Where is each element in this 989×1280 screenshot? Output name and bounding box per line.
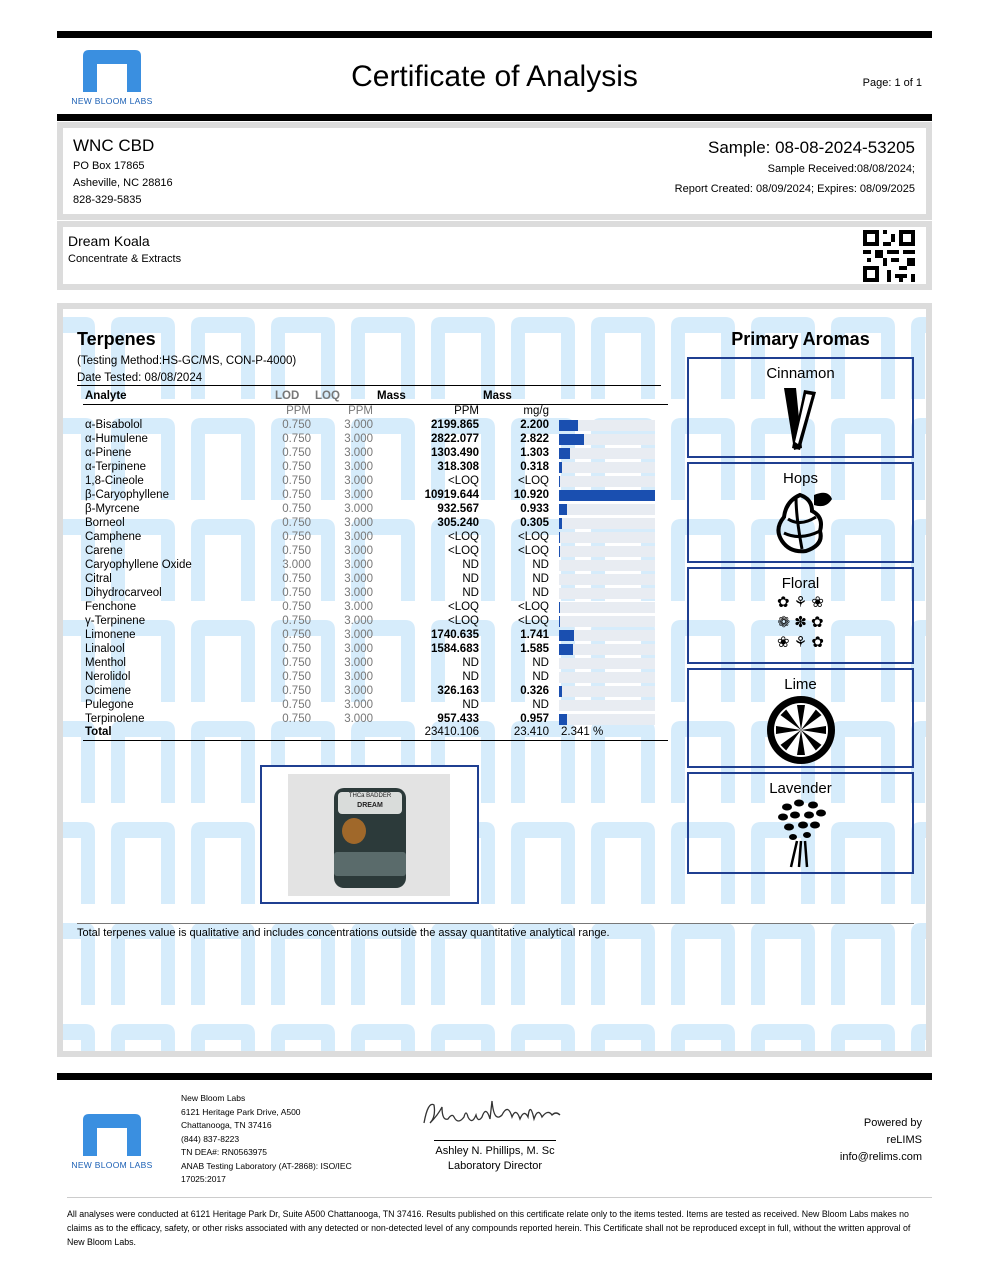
- bar-fill: [559, 616, 560, 627]
- loq-value: 3.000: [344, 474, 373, 487]
- jar-band: [334, 852, 406, 876]
- loq-value: 3.000: [344, 530, 373, 543]
- mass-mgg-value: <LOQ: [517, 600, 549, 613]
- lod-value: 0.750: [282, 586, 311, 599]
- analyte-name: Caryophyllene Oxide: [85, 558, 192, 571]
- powered-line2: reLIMS: [886, 1134, 922, 1146]
- qr-code-icon[interactable]: [863, 230, 915, 282]
- loq-value: 3.000: [344, 558, 373, 571]
- sample-id: Sample: 08-08-2024-53205: [708, 138, 915, 157]
- loq-value: 3.000: [344, 544, 373, 557]
- lod-value: 0.750: [282, 432, 311, 445]
- client-name: WNC CBD: [73, 136, 155, 155]
- logo-text: NEW BLOOM LABS: [71, 1160, 153, 1170]
- mass-mgg-value: 1.585: [520, 642, 549, 655]
- table-row: [83, 572, 668, 586]
- loq-value: 3.000: [344, 586, 373, 599]
- mass-mgg-value: 2.822: [520, 432, 549, 445]
- bar-track: [559, 714, 655, 725]
- concentration-bar: [551, 544, 668, 558]
- total-label: Total: [85, 726, 112, 739]
- concentration-bar: [551, 614, 668, 628]
- footer-rule: [57, 1073, 932, 1080]
- mass-mgg-value: ND: [532, 670, 549, 683]
- table-header-row: [83, 389, 668, 404]
- mass-ppm-value: 326.163: [437, 684, 479, 697]
- mass-ppm-value: <LOQ: [447, 614, 479, 627]
- concentration-bar: [551, 712, 668, 726]
- mass-ppm-value: 305.240: [437, 516, 479, 529]
- table-row: [83, 698, 668, 712]
- concentration-bar: [551, 670, 668, 684]
- bar-track: [559, 616, 655, 627]
- bar-track: [559, 546, 655, 557]
- lod-value: 0.750: [282, 684, 311, 697]
- bar-fill: [559, 504, 567, 515]
- cinnamon-icon: [766, 384, 836, 454]
- loq-value: 3.000: [344, 460, 373, 473]
- bar-track: [559, 462, 655, 473]
- analyte-name: Limonene: [85, 628, 136, 641]
- mass-mgg-value: <LOQ: [517, 530, 549, 543]
- total-row: [83, 726, 668, 740]
- bar-fill: [559, 532, 560, 543]
- table-row: [83, 656, 668, 670]
- concentration-bar: [551, 530, 668, 544]
- analyte-name: Dihydrocarveol: [85, 586, 162, 599]
- analyte-name: Camphene: [85, 530, 142, 543]
- lime-icon: [764, 693, 838, 767]
- table-row: [83, 502, 668, 516]
- powered-by: [840, 1115, 922, 1166]
- mass-mgg-value: 0.933: [520, 502, 549, 515]
- analyte-name: β-Caryophyllene: [85, 488, 169, 501]
- analyte-name: β-Myrcene: [85, 502, 140, 515]
- mass-ppm-value: ND: [462, 572, 479, 585]
- concentration-bar: [551, 460, 668, 474]
- mass-mgg-value: 2.200: [520, 418, 549, 431]
- lab-name: New Bloom Labs: [181, 1093, 246, 1103]
- lab-contact: [181, 1092, 352, 1187]
- mass-mgg-value: 0.305: [520, 516, 549, 529]
- sample-received: Sample Received:08/08/2024;: [767, 163, 915, 175]
- bar-track: [559, 532, 655, 543]
- logo-mark-icon: [79, 1112, 145, 1158]
- bar-track: [559, 630, 655, 641]
- lod-value: 0.750: [282, 572, 311, 585]
- mass-mgg-value: ND: [532, 558, 549, 571]
- mass-mgg-value: 0.957: [520, 712, 549, 725]
- bar-track: [559, 448, 655, 459]
- mass-mgg-value: <LOQ: [517, 614, 549, 627]
- table-row: [83, 544, 668, 558]
- loq-value: 3.000: [344, 446, 373, 459]
- signature-image: [420, 1095, 570, 1135]
- table-row: [83, 488, 668, 502]
- bar-track: [559, 574, 655, 585]
- mass-mgg-value: 1.741: [520, 628, 549, 641]
- table-row: [83, 432, 668, 446]
- bar-fill: [559, 630, 574, 641]
- terpenes-section: [57, 303, 932, 1057]
- lod-value: 0.750: [282, 544, 311, 557]
- loq-value: 3.000: [344, 656, 373, 669]
- mass-ppm-value: 957.433: [437, 712, 479, 725]
- signer-title: Laboratory Director: [447, 1160, 543, 1172]
- total-ppm: 23410.106: [424, 726, 479, 739]
- table-row: [83, 642, 668, 656]
- concentrate-blob: [342, 818, 366, 844]
- bar-fill: [559, 518, 562, 529]
- concentration-bar: [551, 572, 668, 586]
- lod-value: 3.000: [282, 558, 311, 571]
- bar-fill: [559, 420, 578, 431]
- bar-fill: [559, 644, 573, 655]
- lab-address2: Chattanooga, TN 37416: [181, 1120, 272, 1130]
- bar-track: [559, 518, 655, 529]
- product-name: Dream Koala: [68, 233, 150, 249]
- concentration-bar: [551, 586, 668, 600]
- client-address2: Asheville, NC 28816: [73, 177, 173, 189]
- bar-track: [559, 602, 655, 613]
- analyte-name: Pulegone: [85, 698, 134, 711]
- mass-mgg-value: 10.920: [513, 488, 549, 501]
- analyte-name: Carene: [85, 544, 123, 557]
- analyte-name: Citral: [85, 572, 112, 585]
- unit-mgg: mg/g: [523, 404, 549, 417]
- table-row: [83, 474, 668, 488]
- mass-ppm-value: ND: [462, 558, 479, 571]
- total-mgg: 23.410: [513, 726, 549, 739]
- bar-track: [559, 686, 655, 697]
- document-title: Certificate of Analysis: [351, 60, 638, 93]
- table-row: [83, 600, 668, 614]
- terpenes-table-body: [83, 418, 668, 726]
- client-info-box: [57, 122, 932, 220]
- powered-email[interactable]: info@relims.com: [839, 1151, 922, 1163]
- lab-dea: TN DEA#: RN0563975: [181, 1147, 267, 1157]
- col-lod: LOD: [275, 389, 300, 402]
- mass-ppm-value: <LOQ: [447, 600, 479, 613]
- concentration-bar: [551, 432, 668, 446]
- unit-loq: PPM: [348, 404, 373, 417]
- disclaimer: All analyses were conducted at 6121 Heritage Park Dr, Suite A500 Chattanooga, TN 37416. Results published on this certificate relate only to the items tested. Items are tested as received. New Bloom Labs makes no claims as to the efficacy, safety, or other risks associated with any detected or non-detected level of any compounds reported herein. This Certificate shall not be reproduced except in full, without the written approval of New Bloom Labs.: [67, 1209, 911, 1247]
- concentration-bar: [551, 446, 668, 460]
- mass-ppm-value: 2199.865: [431, 418, 479, 431]
- terpenes-note: Total terpenes value is qualitative and includes concentrations outside the assay quantitative analytical range.: [77, 923, 914, 939]
- mass-ppm-value: 1303.490: [431, 446, 479, 459]
- table-row: [83, 614, 668, 628]
- mass-ppm-value: ND: [462, 656, 479, 669]
- lod-value: 0.750: [282, 502, 311, 515]
- bar-fill: [559, 602, 560, 613]
- bar-fill: [559, 448, 570, 459]
- loq-value: 3.000: [344, 642, 373, 655]
- col-loq: LOQ: [315, 389, 340, 402]
- mass-mgg-value: ND: [532, 586, 549, 599]
- terpenes-table: [83, 389, 668, 741]
- bar-track: [559, 420, 655, 431]
- loq-value: 3.000: [344, 684, 373, 697]
- table-row: [83, 460, 668, 474]
- loq-value: 3.000: [344, 516, 373, 529]
- concentration-bar: [551, 474, 668, 488]
- lod-value: 0.750: [282, 446, 311, 459]
- bar-track: [559, 476, 655, 487]
- analyte-name: α-Humulene: [85, 432, 148, 445]
- mass-ppm-value: ND: [462, 586, 479, 599]
- page-number: Page: 1 of 1: [862, 77, 922, 89]
- col-analyte: Analyte: [85, 389, 127, 402]
- table-row: [83, 670, 668, 684]
- lod-value: 0.750: [282, 600, 311, 613]
- lod-value: 0.750: [282, 614, 311, 627]
- analyte-name: Nerolidol: [85, 670, 131, 683]
- jar-label: [338, 792, 402, 814]
- col-mass-ppm: Mass: [377, 389, 406, 402]
- mass-ppm-value: 932.567: [437, 502, 479, 515]
- lod-value: 0.750: [282, 670, 311, 683]
- analyte-name: γ-Terpinene: [85, 614, 146, 627]
- unit-lod: PPM: [286, 404, 311, 417]
- mass-mgg-value: 0.318: [520, 460, 549, 473]
- lod-value: 0.750: [282, 642, 311, 655]
- lod-value: 0.750: [282, 516, 311, 529]
- lod-value: 0.750: [282, 530, 311, 543]
- table-row: [83, 586, 668, 600]
- table-row: [83, 446, 668, 460]
- lab-phone: (844) 837-8223: [181, 1133, 240, 1144]
- disclaimer-divider: [67, 1197, 932, 1198]
- bar-fill: [559, 714, 567, 725]
- hops-icon: [766, 487, 836, 557]
- bar-fill: [559, 490, 655, 501]
- col-bar: [551, 389, 668, 404]
- aroma-card-lavender: [687, 772, 914, 874]
- report-dates: Report Created: 08/09/2024; Expires: 08/09/2025: [674, 183, 915, 195]
- loq-value: 3.000: [344, 432, 373, 445]
- bar-track: [559, 560, 655, 571]
- lod-value: 0.750: [282, 656, 311, 669]
- aroma-name: Floral: [781, 575, 820, 592]
- aroma-name: Lavender: [769, 780, 832, 797]
- loq-value: 3.000: [344, 698, 373, 711]
- lab-address1: 6121 Heritage Park Drive, A500: [181, 1106, 301, 1117]
- mass-mgg-value: 1.303: [520, 446, 549, 459]
- loq-value: 3.000: [344, 670, 373, 683]
- aroma-card-hops: [687, 462, 914, 563]
- aroma-name: Hops: [782, 470, 819, 487]
- loq-value: 3.000: [344, 628, 373, 641]
- analyte-name: α-Terpinene: [85, 460, 146, 473]
- analyte-name: α-Bisabolol: [85, 418, 143, 431]
- unit-ppm: PPM: [454, 404, 479, 417]
- analyte-name: 1,8-Cineole: [85, 474, 144, 487]
- mass-ppm-value: ND: [462, 698, 479, 711]
- logo-text: NEW BLOOM LABS: [71, 96, 153, 106]
- date-tested: Date Tested: 08/08/2024: [77, 372, 661, 386]
- product-photo: [288, 774, 450, 896]
- concentration-bar: [551, 488, 668, 502]
- lod-value: 0.750: [282, 418, 311, 431]
- bar-track: [559, 490, 655, 501]
- table-units-row: [83, 404, 668, 418]
- product-photo-frame: [260, 765, 479, 904]
- header-rule: [57, 114, 932, 121]
- mass-ppm-value: 1740.635: [431, 628, 479, 641]
- aroma-name: Lime: [784, 676, 817, 693]
- lod-value: 0.750: [282, 712, 311, 725]
- lavender-icon: [771, 797, 831, 869]
- analyte-name: Fenchone: [85, 600, 137, 613]
- lod-value: 0.750: [282, 698, 311, 711]
- lab-anab1: ANAB Testing Laboratory (AT-2868): ISO/IEC: [181, 1160, 352, 1171]
- lod-value: 0.750: [282, 474, 311, 487]
- analyte-name: Ocimene: [85, 684, 132, 697]
- jar-label-line2: DREAM: [357, 802, 383, 809]
- mass-ppm-value: 2822.077: [431, 432, 479, 445]
- client-phone: 828-329-5835: [73, 194, 142, 206]
- concentration-bar: [551, 642, 668, 656]
- mass-ppm-value: 10919.644: [424, 488, 479, 501]
- aroma-card-cinnamon: [687, 357, 914, 458]
- product-info-box: [57, 221, 932, 290]
- lod-value: 0.750: [282, 488, 311, 501]
- analyte-name: Borneol: [85, 516, 125, 529]
- product-category: Concentrate & Extracts: [68, 253, 182, 265]
- bar-track: [559, 504, 655, 515]
- col-mass-mgg: Mass: [483, 389, 512, 402]
- concentration-bar: [551, 628, 668, 642]
- jar-label-line1: THCa BADDER: [348, 793, 392, 799]
- mass-mgg-value: ND: [532, 656, 549, 669]
- total-percent: 2.341 %: [561, 726, 604, 739]
- bar-fill: [559, 686, 562, 697]
- analyte-name: α-Pinene: [85, 446, 132, 459]
- bar-track: [559, 644, 655, 655]
- lod-value: 0.750: [282, 628, 311, 641]
- concentration-bar: [551, 516, 668, 530]
- bar-track: [559, 700, 655, 711]
- top-rule: [57, 31, 932, 38]
- bar-track: [559, 672, 655, 683]
- footer-lab-logo: [62, 1112, 162, 1170]
- testing-method: (Testing Method:HS-GC/MS, CON-P-4000): [77, 355, 297, 367]
- loq-value: 3.000: [344, 712, 373, 725]
- signer-name: Ashley N. Phillips, M. Sc: [434, 1140, 556, 1159]
- mass-ppm-value: 318.308: [437, 460, 479, 473]
- signature-block: [434, 1095, 556, 1174]
- concentration-bar: [551, 558, 668, 572]
- bar-fill: [559, 462, 562, 473]
- mass-mgg-value: ND: [532, 572, 549, 585]
- lab-anab2: 17025:2017: [181, 1174, 226, 1184]
- analyte-name: Menthol: [85, 656, 126, 669]
- loq-value: 3.000: [344, 488, 373, 501]
- aroma-card-floral: [687, 567, 914, 664]
- table-row: [83, 712, 668, 726]
- bar-track: [559, 434, 655, 445]
- bar-track: [559, 658, 655, 669]
- concentration-bar: [551, 656, 668, 670]
- concentration-bar: [551, 600, 668, 614]
- table-row: [83, 684, 668, 698]
- bar-fill: [559, 434, 584, 445]
- concentration-bar: [551, 698, 668, 712]
- lod-value: 0.750: [282, 460, 311, 473]
- terpenes-heading: Terpenes: [77, 329, 156, 349]
- aroma-name: Cinnamon: [766, 365, 835, 382]
- bar-fill: [559, 546, 560, 557]
- concentration-bar: [551, 502, 668, 516]
- bar-fill: [559, 476, 560, 487]
- mass-ppm-value: <LOQ: [447, 544, 479, 557]
- table-row: [83, 516, 668, 530]
- mass-ppm-value: <LOQ: [447, 474, 479, 487]
- analyte-name: Linalool: [85, 642, 125, 655]
- aroma-card-lime: [687, 668, 914, 768]
- concentration-bar: [551, 418, 668, 432]
- table-row: [83, 558, 668, 572]
- loq-value: 3.000: [344, 572, 373, 585]
- floral-icon: ✿ ⚘ ❀ ❁ ✽ ✿ ❀ ⚘ ✿: [777, 594, 824, 651]
- loq-value: 3.000: [344, 418, 373, 431]
- table-row: [83, 628, 668, 642]
- loq-value: 3.000: [344, 614, 373, 627]
- table-row: [83, 418, 668, 432]
- loq-value: 3.000: [344, 502, 373, 515]
- mass-mgg-value: ND: [532, 698, 549, 711]
- table-row: [83, 530, 668, 544]
- concentration-bar: [551, 684, 668, 698]
- mass-ppm-value: 1584.683: [431, 642, 479, 655]
- client-address1: PO Box 17865: [73, 160, 145, 172]
- mass-ppm-value: <LOQ: [447, 530, 479, 543]
- mass-mgg-value: 0.326: [520, 684, 549, 697]
- mass-mgg-value: <LOQ: [517, 544, 549, 557]
- primary-aromas-heading: Primary Aromas: [731, 329, 870, 349]
- analyte-name: Terpinolene: [85, 712, 145, 725]
- powered-line1: Powered by: [863, 1117, 922, 1129]
- mass-ppm-value: ND: [462, 670, 479, 683]
- mass-mgg-value: <LOQ: [517, 474, 549, 487]
- loq-value: 3.000: [344, 600, 373, 613]
- bar-track: [559, 588, 655, 599]
